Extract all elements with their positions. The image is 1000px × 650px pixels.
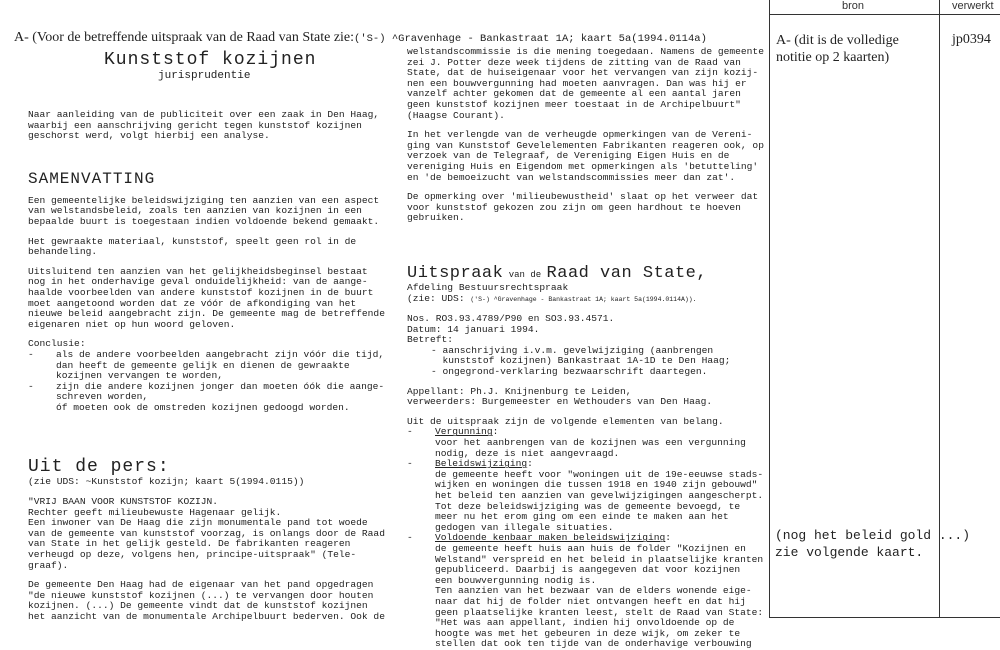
bottom-rule [769,617,1000,618]
header-rule [769,14,1000,15]
top-line [14,30,707,46]
case-number: Nos. RO3.93.4789/P90 en SO3.93.4571. [407,313,615,325]
uitspraak-word: Uitspraak [407,263,504,283]
summary-paragraph-2: Het gewraakte materiaal, kunststof, speelt geen rol in de behandeling. [28,235,357,258]
middle-column [407,47,767,650]
intro-paragraph: Naar aanleiding van de publiciteit over een zaak in Den Haag, waarbij een aanschrijving gericht tegen kunststof kozijnen geschorst werd, volgt hierbij een analyse. [28,109,380,142]
point-title: Voldoende kenbaar maken beleidswijziging [435,532,666,544]
document-title: Kunststof kozijnen [104,50,317,70]
betreft-item: - ongegrond-verklaring bezwaarschrift daartegen. [431,366,708,378]
betreft-label: Betreft: [407,334,454,346]
zie-uds-ref: ('S-) ^Gravenhage - Bankastraat 1A; kaart 5a(1994.0114A)). [470,295,697,303]
pers-reference: (zie UDS: ~Kunststof kozijn; kaart 5(1994.0115)) [28,476,305,488]
middle-paragraph-1: welstandscommissie is die mening toegedaan. Namens de gemeente zei J. Potter deze week tijdens de zitting van de Raad van State, dat de huiseigenaar voor het vervangen van zijn kozij- nen een bouwvergunning had moeten aanvragen. Dan was hij er vanzelf achter gekomen dat de gemeente al een aantal jaren geen kunststof kozijnen meer toestaat in de Archipelbuurt" (Haagse Courant). [407,46,764,121]
column-header-verwerkt: verwerkt [952,0,994,12]
point-beleidswijziging: - Beleidswijziging: de gemeente heeft voor "woningen uit de 19e-eeuwse stads- wijken en woningen die tussen 1918 en 1940 zijn gebouwd" het beleid ten aanzien van gevelwijzigingen aangescherpt. Tot deze beleidswijziging was de gemeente bevoegd, te meer nu het erom ging om een einde te maken aan het gedogen van illegale situaties. [407,459,767,533]
bron-note-2: (nog het beleid gold ...) zie volgende kaart. [775,528,971,560]
appellant: Appellant: Ph.J. Knijnenburg te Leiden, verweerders: Burgemeester en Wethouders van Den Haag. [407,385,713,408]
elementen-intro: Uit de uitspraak zijn de volgende elementen van belang. [407,415,724,427]
summary-heading: SAMENVATTING [28,169,156,188]
conclusie-label: Conclusie: [28,338,86,350]
pers-paragraph-2: De gemeente Den Haag had de eigenaar van het pand opgedragen "de nieuwe kunststof kozijnen (...) te vervangen door houten kozijnen. (...) De gemeente vindt dat de kunststof kozijnen het aanzicht van de monumentale Archipelbuurt bederven. Ook de [28,579,385,622]
point-vergunning: - Vergunning: voor het aanbrengen van de kozijnen was een vergunning nodig, deze is niet aangevraagd. [407,427,767,459]
verwerkt-code: jp0394 [952,32,991,47]
left-column [28,50,388,623]
pers-paragraph-1: "VRIJ BAAN VOOR KUNSTSTOF KOZIJN. Rechter geeft milieubewuste Hagenaar gelijk. Een inwoner van De Haag die zijn monumentale pand tot woede van de gemeente van kunststof voorzag, is onlangs door de Raad van State in het gelijk gesteld. De fabrikanten reageren verheugd op deze, volgens hen, principe-uitspraak" (Tele- graaf). [28,496,385,571]
uitspraak-raad: Raad van State, [546,263,708,283]
point-kenbaar: - Voldoende kenbaar maken beleidswijziging: de gemeente heeft huis aan huis de folder "Kozijnen en Welstand" verspreid en het beleid in plaatselijke kranten gepubliceerd. Daarbij is aangegeven dat voor kozijnen een bouwvergunning nodig is. Ten aanzien van het bezwaar van de elders wonende eige- naar dat hij de folder niet ontvangen heeft en dat hij geen plaatselijke kranten leest, stelt de Raad van State: "Het was aan appellant, indien hij onvoldoende op de hoogte was met het gebeuren in deze wijk, om zeker te stellen dat ook ten tijde van de onderhavige verbouwing [407,533,767,650]
summary-paragraph-3: Uitsluitend ten aanzien van het gelijkheidsbeginsel bestaat nog in het onderhavige geval onduidelijkheid: van de aange- haalde voorbeelden van andere kunststof kozijnen in de buurt moet aangetoond worden dat ze vóór de afkondiging van het nieuwe beleid aangebracht zijn. De gemeente mag de betreffende eigenaren niet op hun woord geloven. [28,265,385,330]
point-text: de gemeente heeft huis aan huis de folder "Kozijnen en Welstand" verspreid en het beleid in plaatselijke kranten gepubliceerd. Daarbij is aangegeven dat voor kozijnen een bouwvergunning nodig is. Ten aanzien van het bezwaar van de elders wonende eige- naar dat hij de folder niet ontvangen heeft en dat hij geen plaatselijke kranten leest, stelt de Raad van State: "Het was aan appellant, indien hij onvoldoende op de hoogte was met het gebeuren in deze wijk, om zeker te stellen dat ook ten tijde van de onderhavige verbouwing [435,542,764,650]
uitspraak-van-de: van de [503,269,547,280]
conclusie-item-text: als de andere voorbeelden aangebracht zijn vóór die tijd, dan heeft de gemeente gelijk en dienen de gewraakte kozijnen vervangen te worden, [56,348,385,382]
divider-main [769,0,770,618]
point-title: Vergunning [435,426,493,438]
afdeling: Afdeling Bestuursrechtspraak [407,281,569,293]
conclusie-item: - zijn die andere kozijnen jonger dan moeten óók die aange- schreven worden, óf moeten ook de omstreden kozijnen gedoogd worden. [28,382,388,414]
pers-heading: Uit de pers: [28,457,170,478]
uitspraak-heading [407,264,767,283]
point-text: voor het aanbrengen van de kozijnen was een vergunning nodig, deze is niet aangevraagd. [435,437,746,459]
point-title: Beleidswijziging [435,458,528,470]
zie-uds: (zie: UDS: ('S-) ^Gravenhage - Bankastraat 1A; kaart 5a(1994.0114A)). [407,292,697,304]
conclusie-item: - als de andere voorbeelden aangebracht zijn vóór die tijd, dan heeft de gemeente gelijk en dienen de gewraakte kozijnen vervangen te worden, [28,350,388,382]
betreft-item: - aanschrijving i.v.m. gevelwijziging (aanbrengen kunststof kozijnen) Bankastraat 1A-1D te Den Haag; [431,344,731,367]
document-subtitle: jurisprudentie [158,70,251,82]
bron-note-1: A- (dit is de volledige notitie op 2 kaarten) [776,33,899,65]
case-date: Datum: 14 januari 1994. [407,323,540,335]
middle-paragraph-3: De opmerking over 'milieubewustheid' slaat op het verweer dat voor kunststof gekozen zou zijn om geen hardhout te hoeven gebruiken. [407,191,759,224]
top-line-ref: ('S-) ^Gravenhage - Bankastraat 1A; kaart 5a(1994.0114a) [354,33,707,45]
column-header-bron: bron [842,0,865,12]
middle-paragraph-2: In het verlengde van de verheugde opmerkingen van de Vereni- ging van Kunststof Gevelelementen Fabrikanten reageren ook, op verzoek van de Telegraaf, de Vereniging Eigen Huis en de vereniging Huis en Eigendom met opmerkingen als 'betutteling' en 'de bemoeizucht van welstandscommissies meer dan zat'. [407,129,764,183]
top-line-prefix: A- (Voor de betreffende uitspraak van de Raad van State zie: [14,30,355,45]
summary-paragraph-1: Een gemeentelijke beleidswijziging ten aanzien van een aspect van welstandsbeleid, zoals ten aanzien van kozijnen in een bepaalde buurt is toegestaan indien voldoende bekend gemaakt. [28,194,380,227]
point-text: de gemeente heeft voor "woningen uit de 19e-eeuwse stads- wijken en woningen die tussen 1918 en 1940 zijn gebouwd" het beleid ten aanzien van gevelwijzigingen aangescherpt. Tot deze beleidswijziging was de gemeente bevoegd, te meer nu het erom ging om een einde te maken aan het gedogen van illegale situaties. [435,468,764,533]
conclusie-item-text: zijn die andere kozijnen jonger dan moeten óók die aange- schreven worden, óf moeten ook de omstreden kozijnen gedoogd worden. [56,380,385,413]
divider-bron [939,0,940,618]
